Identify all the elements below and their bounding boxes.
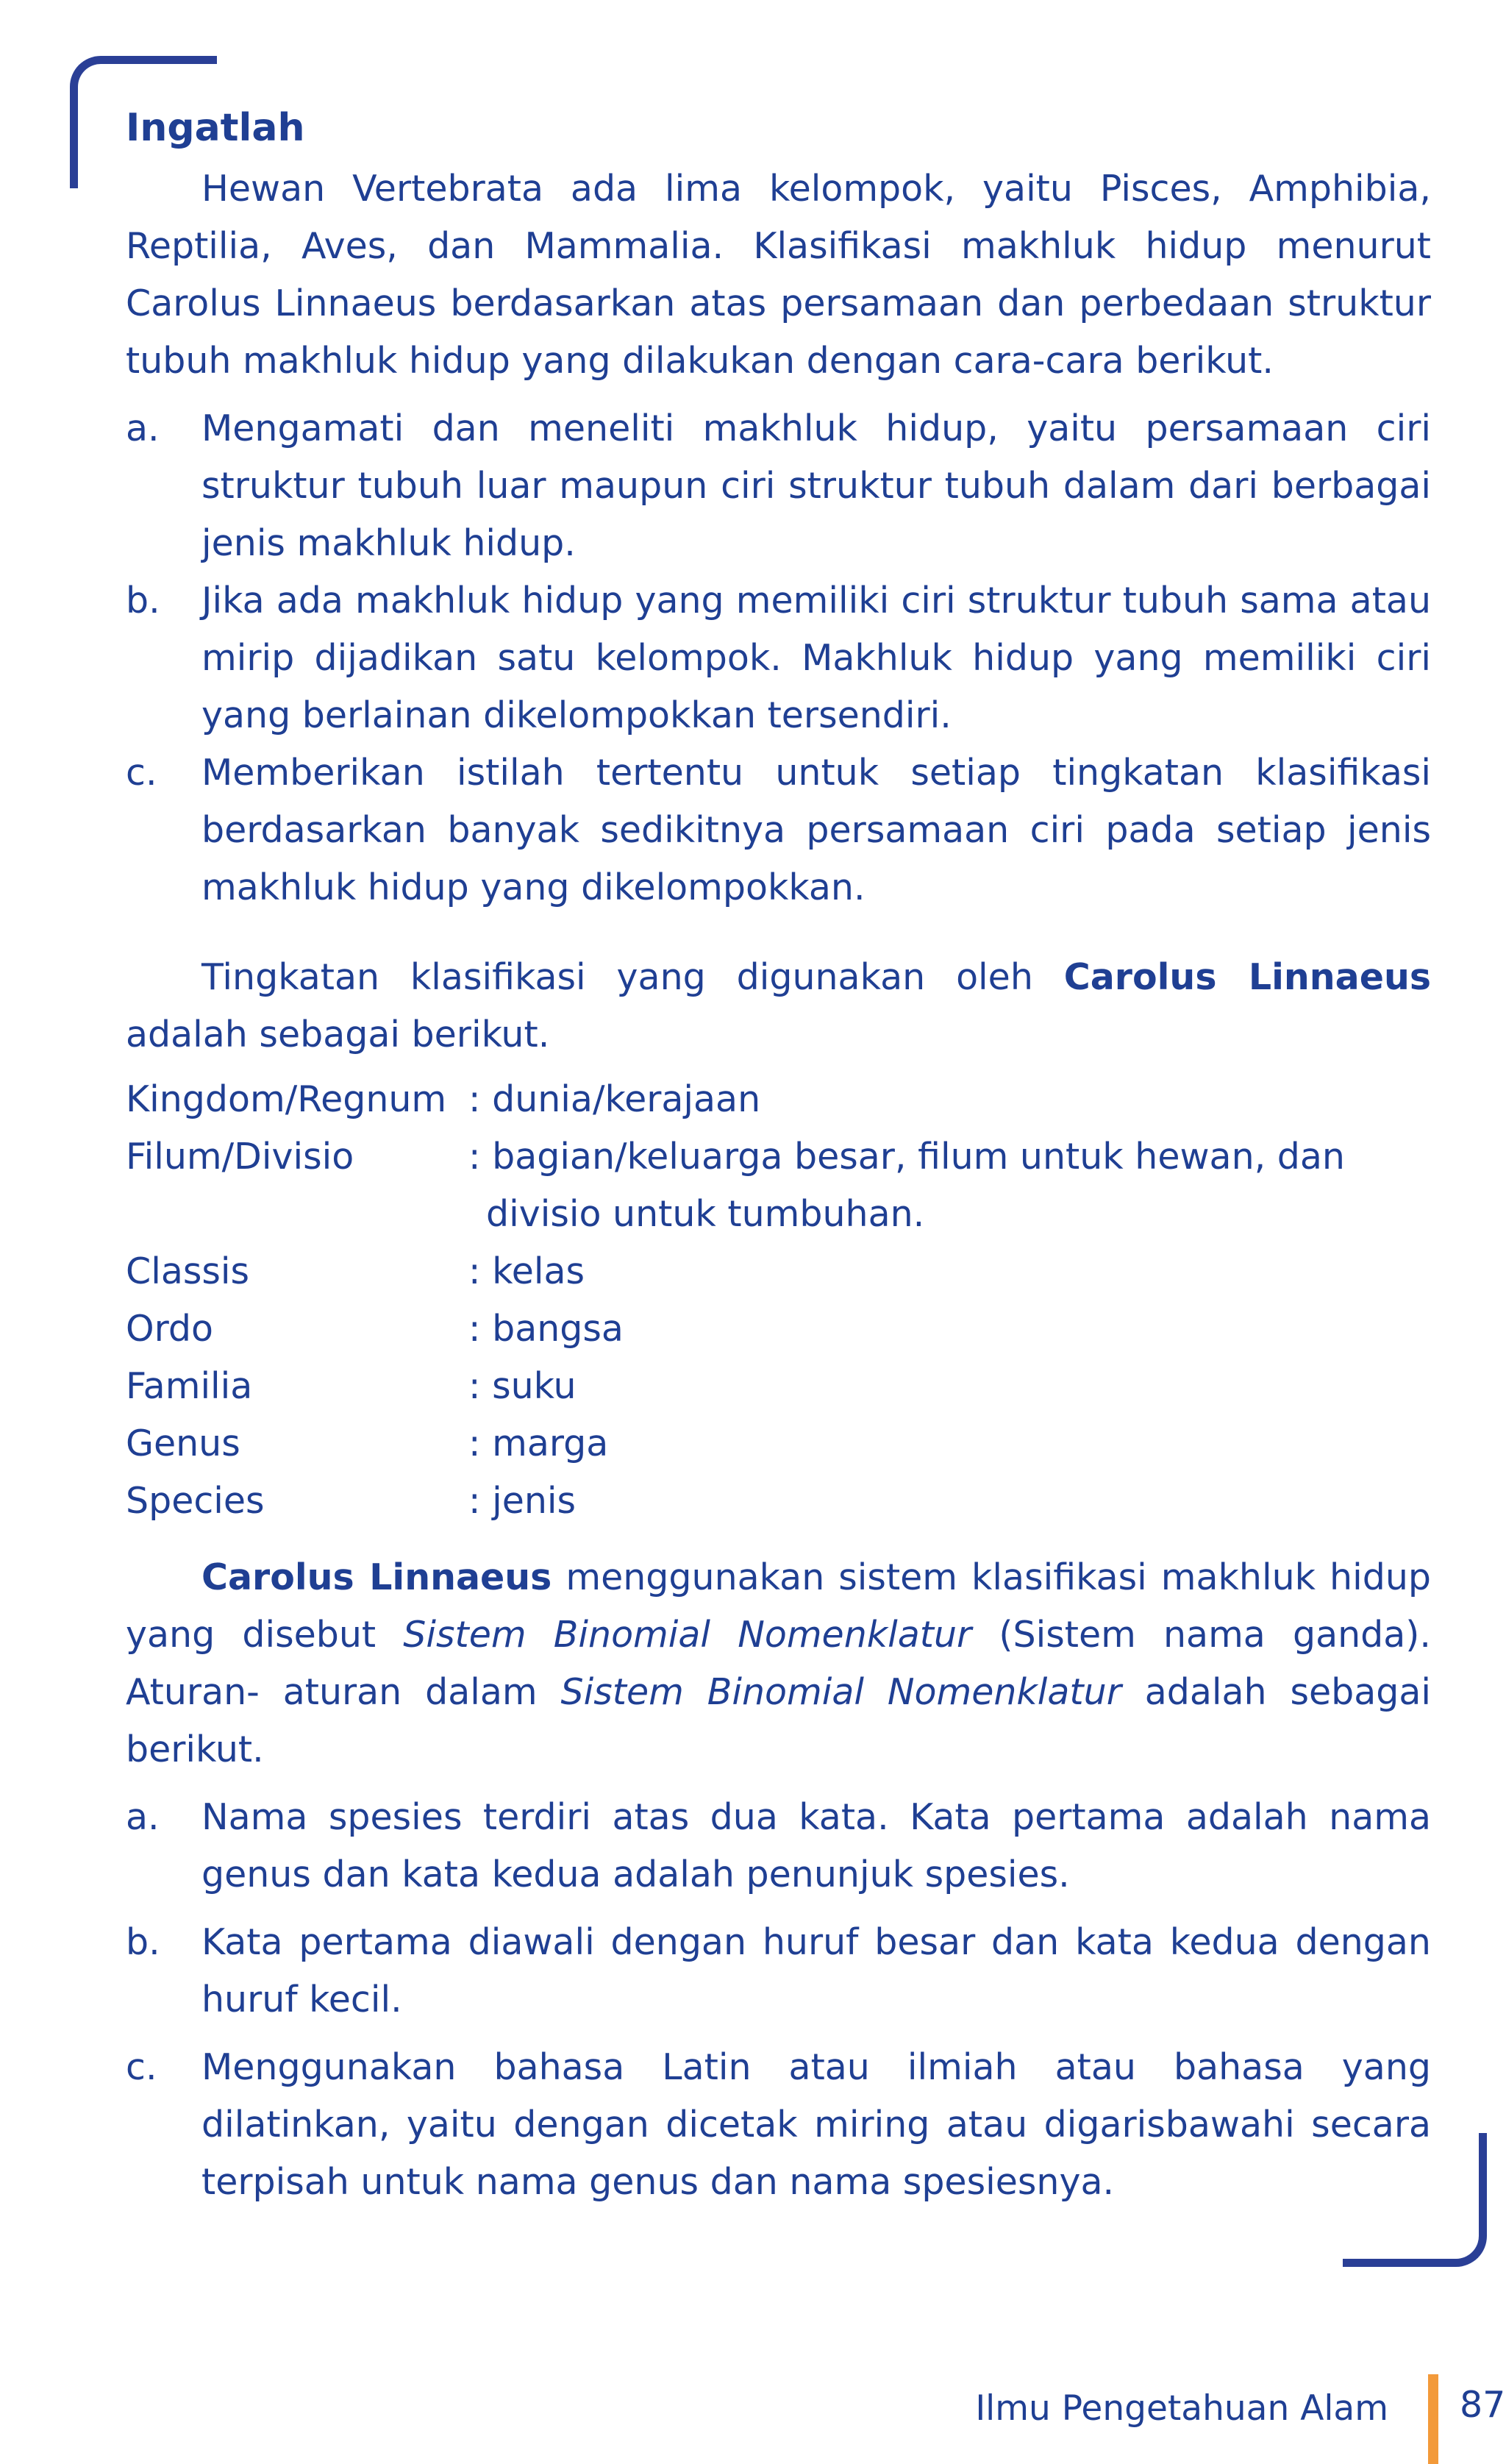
taxonomy-row [126,1243,1431,1300]
list-item-text: Nama spesies terdiri atas dua kata. Kata pertama adalah nama genus dan kata kedua adalah penunjuk spesies. [201,1796,1431,1895]
taxonomy-row [126,1473,1431,1530]
list-marker: b. [126,580,160,622]
list-item-text: Memberikan istilah tertentu untuk setiap tingkatan klasifikasi berdasarkan banyak sedikitnya persamaan ciri pada setiap jenis makhluk hidup yang dikelompokkan. [201,752,1431,908]
list-marker: a. [126,407,160,449]
list-item-text: Kata pertama diawali dengan huruf besar dan kata kedua dengan huruf kecil. [201,1921,1431,2020]
taxonomy-levels [126,1071,1431,1530]
page-number: 87 [1460,2384,1506,2426]
list-item [126,572,1431,744]
binomial-text: adalah sebagai berikut. [126,1671,1431,1770]
intro-paragraph: Hewan Vertebrata ada lima kelompok, yaitu Pisces, Amphibia, Reptilia, Aves, dan Mammalia. Klasifikasi makhluk hidup menurut Carolus Linnaeus berdasarkan atas persamaan dan perbedaan struktur tubuh makhluk hidup yang dilakukan dengan cara-cara berikut. [126,168,1431,382]
binomial-term: Sistem Binomial Nomenklatur [560,1671,1121,1713]
list-item-text: Jika ada makhluk hidup yang memiliki ciri struktur tubuh sama atau mirip dijadikan satu kelompok. Makhluk hidup yang memiliki ciri yang berlainan dikelompokkan tersendiri. [201,580,1431,736]
taxonomy-term: Familia [126,1365,253,1407]
box-title: Ingatlah [126,106,305,150]
footer-divider [1428,2374,1438,2464]
levels-intro-paragraph [126,949,1431,1064]
taxonomy-definition: : bagian/keluarga besar, filum untuk hewan, dan divisio untuk tumbuhan. [468,1136,1345,1235]
binomial-term: Sistem Binomial Nomenklatur [403,1614,972,1656]
taxonomy-definition: : suku [468,1365,577,1407]
ingatlah-box [126,96,1431,2221]
list-item [126,1789,1431,1904]
classification-steps-list [126,400,1431,916]
taxonomy-definition: : jenis [468,1480,577,1522]
levels-intro-text: Tingkatan klasifikasi yang digunakan oleh [201,956,1064,998]
binomial-paragraph [126,1549,1431,1778]
taxonomy-term: Genus [126,1423,240,1464]
binomial-name: Carolus Linnaeus [201,1556,552,1598]
taxonomy-row [126,1071,1431,1128]
taxonomy-term: Filum/Divisio [126,1136,354,1178]
taxonomy-row [126,1358,1431,1415]
taxonomy-definition: : marga [468,1423,609,1464]
list-item [126,1914,1431,2029]
binomial-rules-list [126,1789,1431,2211]
taxonomy-definition: : kelas [468,1250,585,1292]
taxonomy-term: Species [126,1480,265,1522]
taxonomy-row [126,1415,1431,1473]
taxonomy-row [126,1300,1431,1358]
taxonomy-term: Classis [126,1250,250,1292]
taxonomy-definition: : bangsa [468,1308,624,1350]
list-marker: c. [126,2046,157,2088]
footer-book-title: Ilmu Pengetahuan Alam [975,2388,1388,2429]
list-item [126,400,1431,572]
list-marker: a. [126,1796,160,1838]
list-item [126,744,1431,916]
list-item-text: Mengamati dan meneliti makhluk hidup, yaitu persamaan ciri struktur tubuh luar maupun ciri struktur tubuh dalam dari berbagai jenis makhluk hidup. [201,407,1431,564]
list-item-text: Menggunakan bahasa Latin atau ilmiah atau bahasa yang dilatinkan, yaitu dengan dicetak miring atau digarisbawahi secara terpisah untuk nama genus dan nama spesiesnya. [201,2046,1431,2203]
levels-intro-text-end: adalah sebagai berikut. [126,1014,550,1055]
list-marker: b. [126,1921,160,1963]
binomial-text: menggunakan sistem klasifikasi makhluk hidup yang disebut [126,1556,1431,1656]
taxonomy-term: Ordo [126,1308,213,1350]
taxonomy-definition: : dunia/kerajaan [468,1078,761,1120]
binomial-text: (Sistem nama ganda). Aturan- aturan dalam [126,1614,1431,1713]
taxonomy-term: Kingdom/Regnum [126,1078,447,1120]
list-marker: c. [126,752,157,794]
levels-intro-name: Carolus Linnaeus [1063,956,1431,998]
taxonomy-row [126,1128,1431,1243]
list-item [126,2039,1431,2211]
